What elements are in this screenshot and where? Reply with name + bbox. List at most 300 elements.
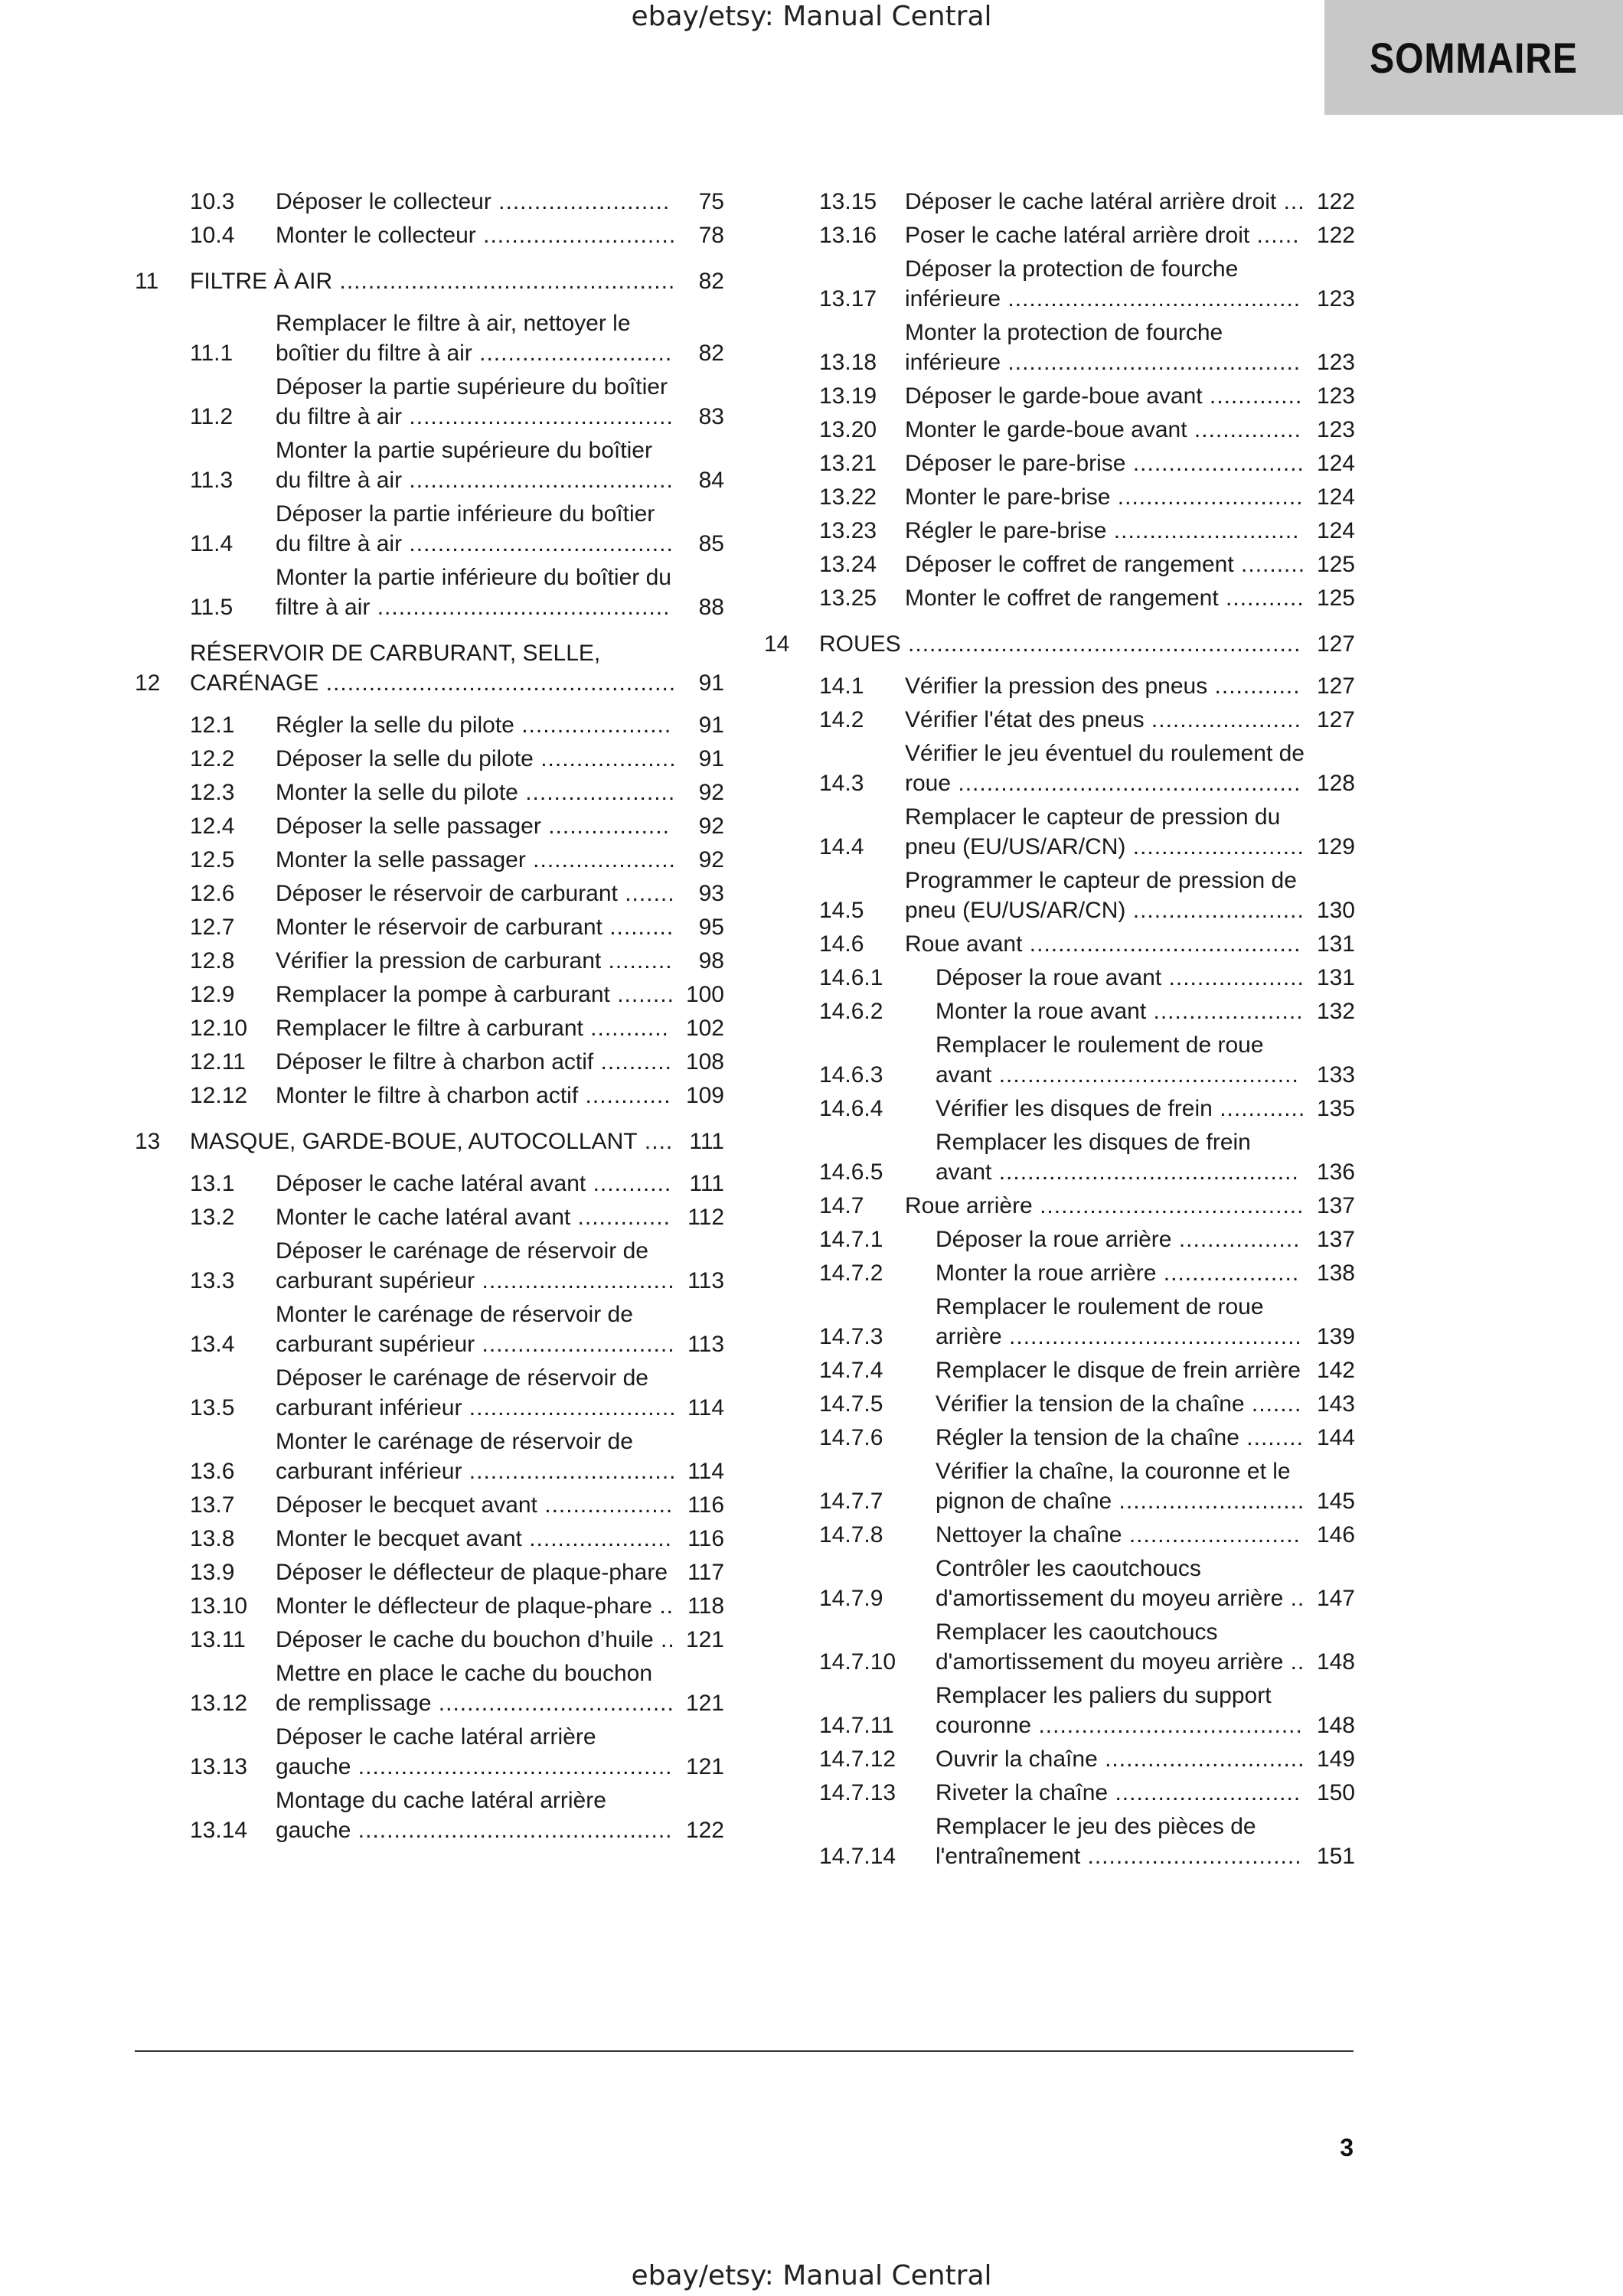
toc-entry-title: Monter le collecteur (276, 223, 476, 248)
dot-leader: ........................... (475, 223, 677, 248)
toc-entry-title-wrap (936, 1778, 1306, 1808)
toc-entry-page: 111 (689, 1171, 724, 1196)
dot-leader: ................. (1171, 1227, 1301, 1252)
toc-entry-page: 84 (698, 468, 724, 493)
dot-leader: ............................. (462, 1395, 677, 1420)
dot-leader: ............... (1187, 417, 1301, 442)
toc-entry-title: Déposer le cache du bouchon d’huile (276, 1627, 654, 1652)
toc-entry[interactable] (135, 1363, 724, 1423)
toc-chapter[interactable] (135, 266, 724, 296)
toc-entry[interactable] (764, 963, 1355, 993)
toc-entry-page: 148 (1316, 1649, 1355, 1675)
toc-entry-page: 83 (698, 404, 724, 429)
toc-entry-number: 13.14 (190, 1818, 248, 1843)
toc-entry[interactable] (135, 563, 724, 622)
toc-left-column (135, 187, 724, 1845)
page-number: 3 (1340, 2134, 1354, 2161)
toc-entry[interactable] (764, 1292, 1355, 1352)
toc-entry-title: Déposer la roue arrière (936, 1227, 1172, 1252)
toc-entry-title-wrap (276, 372, 677, 432)
toc-entry-title: Remplacer le disque de frein arrière (936, 1358, 1301, 1383)
toc-entry-number: 13.16 (819, 223, 877, 248)
toc-entry-title: Riveter la chaîne (936, 1780, 1109, 1805)
toc-entry-page: 100 (685, 982, 724, 1007)
dot-leader: ......................................... (370, 595, 671, 620)
toc-entry-title: Déposer le coffret de rangement (905, 552, 1234, 577)
toc-entry-number: 14.7.14 (819, 1844, 896, 1869)
toc-entry-title: Mettre en place le cache du bouchon de remplissage (276, 1661, 652, 1716)
toc-entry-number: 12 (135, 670, 161, 696)
toc-entry-title-wrap (936, 1225, 1306, 1254)
toc-entry-title-wrap (905, 1191, 1306, 1221)
toc-entry-page: 139 (1316, 1324, 1355, 1349)
toc-entry-page: 122 (685, 1818, 724, 1843)
toc-entry[interactable] (764, 1812, 1355, 1871)
dot-leader: .................. (537, 1492, 674, 1518)
toc-entry[interactable] (135, 845, 724, 875)
toc-entry-title-wrap (905, 516, 1306, 546)
toc-entry-title: Déposer le cache latéral avant (276, 1171, 586, 1196)
toc-entry[interactable] (135, 1427, 724, 1486)
toc-entry[interactable] (135, 1013, 724, 1043)
toc-entry-page: 92 (698, 847, 724, 872)
dot-leader: ........... (1218, 585, 1305, 611)
toc-entry-title-wrap (936, 1554, 1306, 1613)
toc-entry-page: 143 (1316, 1391, 1355, 1417)
toc-entry[interactable] (135, 1786, 724, 1845)
dot-leader: .......................................... (991, 1159, 1299, 1185)
toc-entry-title: Montage du cache latéral arrière gauche (276, 1788, 606, 1843)
toc-entry-page: 125 (1316, 585, 1355, 611)
section-tab (1324, 0, 1623, 115)
dot-leader: ................... (1161, 965, 1305, 990)
toc-entry-number: 11.5 (190, 595, 233, 620)
toc-entry[interactable] (135, 1490, 724, 1520)
toc-entry-title-wrap (276, 435, 677, 495)
dot-leader: ....... (617, 881, 675, 906)
toc-chapter[interactable] (135, 1127, 724, 1156)
toc-entry[interactable] (764, 802, 1355, 862)
toc-entry-title-wrap (276, 1625, 675, 1655)
dot-leader: ...................................... (1022, 931, 1301, 957)
dot-leader: ........ (609, 982, 674, 1007)
toc-entry-title: Vérifier l'état des pneus (905, 707, 1145, 732)
toc-entry-title-wrap (276, 1722, 675, 1782)
dot-leader: ............................ (1097, 1746, 1305, 1772)
toc-entry-page: 124 (1316, 451, 1355, 476)
dot-leader: ........................ (1122, 1522, 1301, 1548)
toc-entry-title-wrap (276, 811, 677, 841)
toc-entry-title-wrap (936, 963, 1306, 993)
toc-entry-title: Déposer le cache latéral arrière gauche (276, 1724, 596, 1779)
toc-entry-page: 151 (1316, 1844, 1355, 1869)
toc-entry-page: 149 (1316, 1746, 1355, 1772)
toc-entry-title: Monter la roue arrière (936, 1261, 1157, 1286)
toc-entry-page: 122 (1316, 189, 1355, 214)
toc-entry-page: 109 (685, 1083, 724, 1108)
toc-entry-number: 12.5 (190, 847, 235, 872)
toc-entry-number: 14.6.4 (819, 1096, 883, 1121)
toc-entry-title-wrap (276, 1081, 675, 1110)
toc-entry-number: 14.7.3 (819, 1324, 883, 1349)
toc-entry-number: 13.5 (190, 1395, 235, 1420)
toc-entry-page: 121 (685, 1691, 724, 1716)
dot-leader: ........................ (1125, 451, 1305, 476)
toc-entry[interactable] (135, 220, 724, 250)
dot-leader: ......... (602, 915, 674, 940)
toc-entry[interactable] (135, 811, 724, 841)
toc-entry-title: Contrôler les caoutchoucs d'amortissement du moyeu arrière (936, 1556, 1284, 1611)
dot-leader: ......................................... (1001, 350, 1301, 375)
dot-leader: .......................... (1112, 1489, 1305, 1514)
toc-entry-title: Déposer le réservoir de carburant (276, 881, 618, 906)
toc-entry[interactable] (764, 1423, 1355, 1453)
toc-entry-title: Déposer le collecteur (276, 189, 491, 214)
toc-entry-title-wrap (276, 1047, 675, 1077)
toc-entry-page: 118 (687, 1593, 724, 1619)
dot-leader: ........... (583, 1016, 669, 1041)
dot-leader: ..................................... (402, 531, 674, 556)
toc-right-column (764, 187, 1355, 1871)
toc-entry[interactable] (135, 1047, 724, 1077)
dot-leader: ......... (1233, 552, 1306, 577)
toc-entry[interactable] (135, 1524, 724, 1554)
toc-entry-title-wrap (276, 1236, 677, 1296)
dot-leader: ......................................... (1001, 1324, 1302, 1349)
toc-entry[interactable] (764, 254, 1355, 314)
dot-leader: ............ (578, 1083, 671, 1108)
toc-entry-title-wrap (936, 1292, 1306, 1352)
toc-entry-title-wrap (276, 912, 677, 942)
toc-entry-title-wrap (276, 845, 677, 875)
toc-entry[interactable] (764, 516, 1355, 546)
toc-entry-title: Déposer la selle du pilote (276, 746, 534, 771)
toc-entry-title: Ouvrir la chaîne (936, 1746, 1098, 1772)
toc-entry-number: 12.1 (190, 713, 235, 738)
dot-leader: .......................................... (991, 1062, 1299, 1088)
toc-entry[interactable] (764, 1617, 1355, 1677)
toc-entry[interactable] (135, 1658, 724, 1718)
toc-entry-page: 132 (1316, 999, 1355, 1024)
toc-entry[interactable] (135, 980, 724, 1009)
toc-entry[interactable] (135, 1625, 724, 1655)
toc-entry-title: Vérifier les disques de frein (936, 1096, 1213, 1121)
dot-leader: ............................. (462, 1459, 677, 1484)
dot-leader: ..................... (1144, 707, 1301, 732)
toc-entry[interactable] (135, 946, 724, 976)
toc-entry-page: 133 (1316, 1062, 1355, 1088)
toc-entry[interactable] (135, 1591, 724, 1621)
toc-entry-number: 13.21 (819, 451, 877, 476)
toc-entry-title-wrap (936, 1258, 1306, 1288)
toc-entry-number: 13.22 (819, 484, 877, 510)
toc-entry-title-wrap (190, 1127, 677, 1156)
toc-entry-page: 78 (698, 223, 724, 248)
toc-entry[interactable] (764, 1094, 1355, 1124)
toc-entry-number: 14.7.10 (819, 1649, 896, 1675)
toc-entry[interactable] (135, 1169, 724, 1199)
toc-entry-title: Monter la selle passager (276, 847, 526, 872)
dot-leader: ............. (570, 1205, 671, 1230)
toc-entry[interactable] (135, 1236, 724, 1296)
toc-entry-title-wrap (936, 1030, 1306, 1090)
toc-entry[interactable] (135, 912, 724, 942)
toc-entry-title: Monter le filtre à charbon actif (276, 1083, 579, 1108)
toc-entry-number: 13.8 (190, 1526, 235, 1551)
toc-entry-title-wrap (276, 879, 677, 908)
toc-entry[interactable] (135, 499, 724, 559)
toc-entry[interactable] (135, 1081, 724, 1110)
toc-entry[interactable] (135, 308, 724, 368)
toc-entry[interactable] (135, 1202, 724, 1232)
toc-entry-number: 14.6.3 (819, 1062, 883, 1088)
toc-entry[interactable] (764, 1127, 1355, 1187)
toc-entry-title-wrap (905, 583, 1306, 613)
toc-entry-page: 129 (1316, 834, 1355, 859)
toc-entry[interactable] (764, 1554, 1355, 1613)
toc-entry[interactable] (135, 435, 724, 495)
dot-leader: ..................................... (402, 468, 674, 493)
dot-leader: ................... (1156, 1261, 1300, 1286)
toc-entry-number: 13.11 (190, 1627, 246, 1652)
toc-entry[interactable] (764, 1225, 1355, 1254)
toc-entry-page: 82 (698, 341, 724, 366)
toc-entry[interactable] (135, 778, 724, 807)
toc-entry-number: 14.3 (819, 771, 864, 796)
toc-entry[interactable] (764, 1520, 1355, 1550)
dot-leader: ............................................ (351, 1818, 673, 1843)
toc-entry-title-wrap (276, 778, 677, 807)
toc-entry-title: Vérifier la tension de la chaîne (936, 1391, 1245, 1417)
toc-entry[interactable] (764, 482, 1355, 512)
toc-entry-page: 82 (698, 269, 724, 294)
toc-entry[interactable] (135, 1557, 724, 1587)
dot-leader: ........................... (475, 1268, 675, 1293)
toc-entry-title-wrap (905, 929, 1306, 959)
toc-entry-title-wrap (905, 705, 1306, 735)
dot-leader: ... (1276, 189, 1305, 214)
watermark-bottom: ebay/etsy: Manual Central (631, 2260, 992, 2291)
watermark-top: ebay/etsy: Manual Central (631, 1, 992, 32)
toc-entry-title-wrap (905, 739, 1306, 798)
toc-entry-number: 14.4 (819, 834, 864, 859)
toc-entry-title-wrap (936, 1127, 1306, 1187)
dot-leader: ........................ (1125, 834, 1305, 859)
toc-entry[interactable] (764, 415, 1355, 445)
toc-entry-title: Régler la selle du pilote (276, 713, 514, 738)
toc-entry-title: Monter la selle du pilote (276, 780, 518, 805)
toc-entry-number: 14.7.12 (819, 1746, 896, 1772)
toc-entry-page: 113 (687, 1268, 724, 1293)
toc-entry-title: Remplacer le filtre à air, nettoyer le boîtier du filtre à air (276, 311, 631, 366)
toc-entry[interactable] (135, 1722, 724, 1782)
toc-entry-number: 14.7.2 (819, 1261, 883, 1286)
toc-entry-number: 13 (135, 1129, 161, 1154)
toc-entry[interactable] (135, 1300, 724, 1359)
toc-entry-page: 108 (685, 1049, 724, 1075)
toc-entry-title-wrap (936, 1456, 1306, 1516)
toc-entry[interactable] (764, 448, 1355, 478)
toc-entry-page: 121 (685, 1627, 724, 1652)
toc-entry-number: 13.20 (819, 417, 877, 442)
toc-entry-number: 14.7.8 (819, 1522, 883, 1548)
toc-entry-title-wrap (905, 671, 1306, 701)
toc-entry-title: Régler la tension de la chaîne (936, 1425, 1239, 1450)
toc-entry[interactable] (135, 187, 724, 217)
toc-entry-page: 114 (687, 1459, 724, 1484)
toc-entry-page: 88 (698, 595, 724, 620)
toc-entry-title-wrap (819, 629, 1306, 659)
toc-entry-title-wrap (905, 254, 1306, 314)
toc-entry-title: Remplacer les caoutchoucs d'amortissement du moyeu arrière (936, 1619, 1284, 1675)
toc-entry-page: 135 (1316, 1096, 1355, 1121)
toc-entry-page: 130 (1316, 898, 1355, 923)
toc-entry-page: 116 (687, 1492, 724, 1518)
toc-entry[interactable] (764, 1258, 1355, 1288)
toc-entry-title-wrap (276, 1557, 677, 1587)
toc-entry[interactable] (764, 929, 1355, 959)
toc-entry-title-wrap (276, 499, 677, 559)
toc-entry-number: 13.4 (190, 1332, 235, 1357)
dot-leader: .. (653, 1627, 675, 1652)
toc-entry[interactable] (764, 1389, 1355, 1419)
toc-entry[interactable] (764, 1191, 1355, 1221)
toc-entry-title-wrap (190, 266, 677, 296)
toc-entry-title-wrap (276, 1363, 677, 1423)
toc-entry-title: Déposer le becquet avant (276, 1492, 537, 1518)
dot-leader: .................... (521, 1526, 672, 1551)
toc-chapter[interactable] (135, 638, 724, 698)
toc-entry[interactable] (135, 879, 724, 908)
toc-entry[interactable] (764, 318, 1355, 377)
dot-leader: ..................... (514, 713, 672, 738)
toc-entry[interactable] (135, 744, 724, 774)
dot-leader: ..................................... (1032, 1193, 1305, 1218)
toc-entry[interactable] (764, 583, 1355, 613)
toc-entry-number: 13.3 (190, 1268, 235, 1293)
toc-entry[interactable] (764, 739, 1355, 798)
toc-entry[interactable] (764, 381, 1355, 411)
toc-entry-number: 13.24 (819, 552, 877, 577)
toc-entry-page: 131 (1316, 931, 1355, 957)
toc-entry[interactable] (764, 1681, 1355, 1740)
toc-entry[interactable] (764, 220, 1355, 250)
toc-entry-page: 92 (698, 814, 724, 839)
dot-leader: ..................................... (402, 404, 674, 429)
toc-entry-title: Remplacer le capteur de pression du pneu (EU/US/AR/CN) (905, 804, 1281, 859)
toc-entry[interactable] (764, 1778, 1355, 1808)
toc-entry-number: 14.7.1 (819, 1227, 883, 1252)
dot-leader: ....... (1244, 1391, 1302, 1417)
toc-entry-title: Remplacer les disques de frein avant (936, 1130, 1251, 1185)
toc-entry-number: 14 (764, 631, 790, 657)
toc-entry-number: 12.11 (190, 1049, 246, 1075)
toc-entry-title: Monter la roue avant (936, 999, 1147, 1024)
section-tab-label: SOMMAIRE (1370, 33, 1578, 82)
dot-leader: ................................. (431, 1691, 674, 1716)
toc-entry-title-wrap (905, 220, 1306, 250)
dot-leader: ........................... (475, 1332, 675, 1357)
toc-entry-title: Nettoyer la chaîne (936, 1522, 1122, 1548)
toc-entry-page: 124 (1316, 484, 1355, 510)
toc-entry[interactable] (764, 866, 1355, 925)
toc-entry-title: Déposer le déflecteur de plaque-phare (276, 1560, 668, 1585)
toc-entry-title-wrap (905, 381, 1306, 411)
toc-entry-number: 14.2 (819, 707, 864, 732)
toc-entry-title-wrap (936, 996, 1306, 1026)
toc-entry-page: 95 (698, 915, 724, 940)
toc-entry-number: 14.6.1 (819, 965, 883, 990)
toc-entry[interactable] (764, 550, 1355, 579)
toc-entry-number: 11.4 (190, 531, 233, 556)
toc-entry-number: 13.10 (190, 1593, 248, 1619)
dot-leader: .......... (593, 1049, 672, 1075)
toc-entry-number: 13.2 (190, 1205, 235, 1230)
toc-entry-title-wrap (936, 1812, 1306, 1871)
toc-entry-title-wrap (276, 1490, 677, 1520)
toc-entry-title-wrap (936, 1520, 1306, 1550)
toc-entry[interactable] (764, 1456, 1355, 1516)
toc-entry-number: 14.7.7 (819, 1489, 883, 1514)
toc-entry-page: 117 (687, 1560, 724, 1585)
toc-entry[interactable] (135, 710, 724, 740)
toc-entry-title: Monter le déflecteur de plaque-phare (276, 1593, 652, 1619)
toc-entry-number: 13.18 (819, 350, 877, 375)
toc-entry[interactable] (135, 372, 724, 432)
toc-entry-page: 123 (1316, 350, 1355, 375)
toc-entry-title: Monter le garde-boue avant (905, 417, 1187, 442)
dot-leader: ........... (586, 1171, 672, 1196)
toc-entry-page: 148 (1316, 1713, 1355, 1738)
toc-entry[interactable] (764, 187, 1355, 217)
toc-entry-number: 13.9 (190, 1560, 235, 1585)
toc-entry-title: Remplacer le roulement de roue avant (936, 1032, 1264, 1088)
toc-entry[interactable] (764, 705, 1355, 735)
toc-entry-title: Déposer la partie inférieure du boîtier du filtre à air (276, 501, 655, 556)
toc-entry-title-wrap (276, 1427, 677, 1486)
toc-entry[interactable] (764, 996, 1355, 1026)
toc-entry-page: 111 (689, 1129, 724, 1154)
toc-entry-number: 14.6.5 (819, 1159, 883, 1185)
toc-entry-title: Monter la partie supérieure du boîtier du filtre à air (276, 438, 652, 493)
toc-entry[interactable] (764, 671, 1355, 701)
dot-leader: ........................ (1125, 898, 1305, 923)
toc-entry-title: Déposer la partie supérieure du boîtier du filtre à air (276, 374, 668, 429)
toc-entry-number: 12.8 (190, 948, 235, 974)
toc-entry-number: 10.4 (190, 223, 235, 248)
toc-entry-title-wrap (276, 1591, 677, 1621)
toc-entry-title-wrap (276, 744, 677, 774)
toc-entry-title-wrap (190, 638, 677, 698)
toc-entry-title-wrap (276, 1524, 677, 1554)
toc-entry-page: 147 (1316, 1586, 1355, 1611)
dot-leader: ............ (1212, 1096, 1306, 1121)
toc-chapter[interactable] (764, 629, 1355, 659)
toc-entry-title: Vérifier la chaîne, la couronne et le pignon de chaîne (936, 1459, 1291, 1514)
toc-entry-title-wrap (276, 980, 675, 1009)
toc-entry[interactable] (764, 1355, 1355, 1385)
toc-entry[interactable] (764, 1030, 1355, 1090)
toc-entry-number: 11 (135, 269, 159, 294)
toc-entry[interactable] (764, 1744, 1355, 1774)
toc-entry-number: 10.3 (190, 189, 235, 214)
toc-entry-number: 13.25 (819, 585, 877, 611)
toc-entry-number: 14.7.13 (819, 1780, 896, 1805)
toc-entry-page: 137 (1316, 1227, 1355, 1252)
toc-entry-number: 14.6 (819, 931, 864, 957)
toc-entry-title: Vérifier la pression des pneus (905, 673, 1208, 699)
toc-entry-number: 12.9 (190, 982, 235, 1007)
